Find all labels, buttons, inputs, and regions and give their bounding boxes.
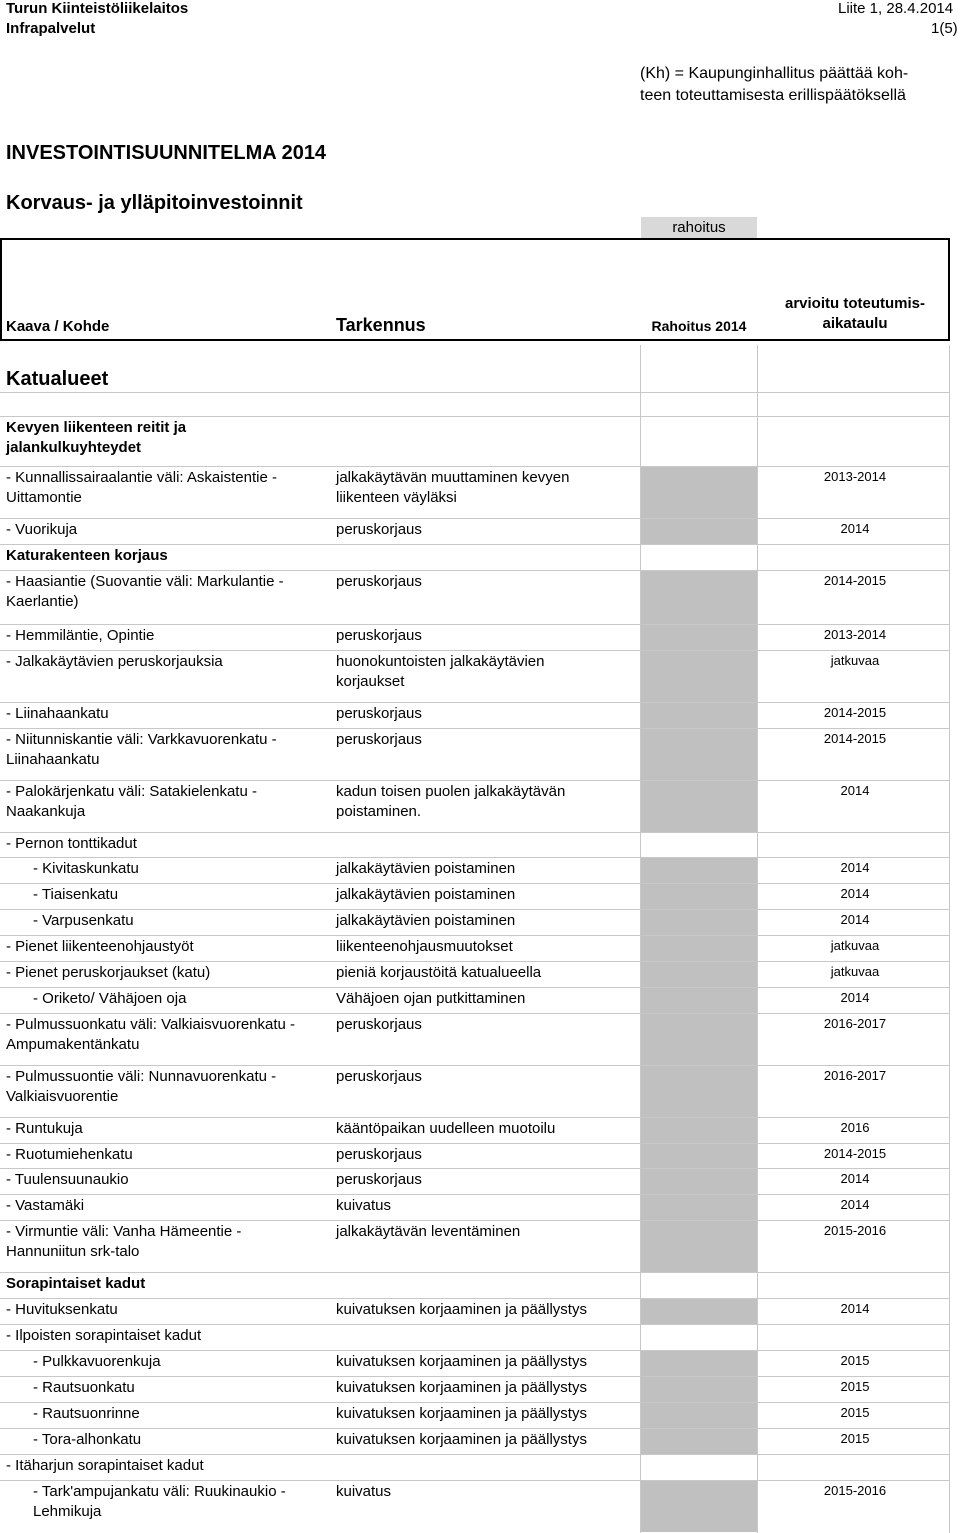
tarkennus-cell <box>336 1145 422 1165</box>
kohde-cell <box>6 1274 145 1294</box>
tarkennus-text: kuivatuksen korjaaminen ja päällystys <box>336 1431 587 1448</box>
kohde-cell <box>6 520 77 540</box>
section-divider <box>0 392 950 393</box>
row-divider <box>0 832 950 833</box>
tarkennus-text: kuivatuksen korjaaminen ja päällystys <box>336 1379 587 1396</box>
kohde-text: - Pulmussuontie väli: Nunnavuorenkatu - <box>6 1068 277 1085</box>
tarkennus-text: kuivatuksen korjaaminen ja päällystys <box>336 1301 587 1318</box>
row-divider <box>0 883 950 884</box>
kohde-text: - Liinahaankatu <box>6 705 109 722</box>
aikataulu-cell: 2014 <box>840 1171 870 1186</box>
tarkennus-cell <box>336 626 422 646</box>
aikataulu-cell: 2014 <box>840 990 870 1005</box>
tarkennus-cell <box>336 468 569 508</box>
row-divider <box>0 1298 950 1299</box>
rahoitus-cell <box>641 729 757 780</box>
kohde-text: - Pernon tonttikadut <box>6 835 137 852</box>
tarkennus-text: peruskorjaus <box>336 1016 422 1033</box>
tarkennus-text: kadun toisen puolen jalkakäytävän <box>336 783 566 800</box>
rahoitus-cell <box>641 962 757 987</box>
aikataulu-cell: 2015 <box>840 1353 870 1368</box>
kohde-cell <box>6 418 186 458</box>
kohde-text: Sorapintaiset kadut <box>6 1275 146 1292</box>
kohde-text: - Hemmiläntie, Opintie <box>6 627 155 644</box>
note-text <box>640 63 908 107</box>
aikataulu-cell: 2014 <box>840 1197 870 1212</box>
tarkennus-text: Vähäjoen ojan putkittaminen <box>336 990 526 1007</box>
kohde-cell <box>33 1378 135 1398</box>
kohde-text: - Pienet liikenteenohjaustyöt <box>6 938 194 955</box>
tarkennus-text: peruskorjaus <box>336 731 422 748</box>
tarkennus-cell <box>336 1170 422 1190</box>
row-divider <box>0 1402 950 1403</box>
tarkennus-text: poistaminen. <box>336 803 422 820</box>
table-top-border <box>0 238 950 240</box>
tarkennus-cell <box>336 652 544 692</box>
kohde-cell <box>6 704 109 724</box>
page-subtitle: Korvaus- ja ylläpitoinvestoinnit <box>6 192 303 214</box>
aikataulu-cell: 2014 <box>840 521 870 536</box>
kohde-cell <box>6 652 223 672</box>
kohde-cell <box>33 989 186 1009</box>
rahoitus-cell <box>641 1481 757 1532</box>
kohde-text: - Palokärjenkatu väli: Satakielenkatu - <box>6 783 257 800</box>
kohde-text: - Oriketo/ Vähäjoen oja <box>33 990 187 1007</box>
aikataulu-cell: 2014-2015 <box>823 573 887 588</box>
org-name: Turun Kiinteistöliikelaitos <box>6 0 189 17</box>
row-divider <box>0 624 950 625</box>
kohde-text: Hannuniitun srk-talo <box>6 1243 140 1260</box>
aikataulu-cell: 2016 <box>840 1120 870 1135</box>
aikataulu-cell: 2015-2016 <box>823 1483 887 1498</box>
aikataulu-cell: 2014-2015 <box>823 731 887 746</box>
tarkennus-text: peruskorjaus <box>336 1146 422 1163</box>
row-divider <box>0 935 950 936</box>
aikataulu-cell: 2014 <box>840 912 870 927</box>
rahoitus-group-header: rahoitus <box>641 217 757 239</box>
kohde-cell <box>6 730 277 770</box>
rahoitus-cell <box>641 884 757 909</box>
tarkennus-cell <box>336 963 541 983</box>
aikataulu-cell: jatkuvaa <box>830 964 880 979</box>
col-header-aikataulu <box>760 294 950 334</box>
rahoitus-cell <box>641 1014 757 1065</box>
tarkennus-text: jalkakäytävän muuttaminen kevyen <box>336 469 570 486</box>
tarkennus-cell <box>336 520 422 540</box>
tarkennus-text: peruskorjaus <box>336 573 422 590</box>
row-divider <box>0 1117 950 1118</box>
tarkennus-cell <box>336 989 525 1009</box>
kohde-cell <box>6 937 194 957</box>
row-divider <box>0 416 950 417</box>
kohde-text: - Huvituksenkatu <box>6 1301 118 1318</box>
tarkennus-text: kuivatus <box>336 1197 392 1214</box>
kohde-cell <box>6 546 168 566</box>
tarkennus-text: pieniä korjaustöitä katualueella <box>336 964 542 981</box>
kohde-text: - Runtukuja <box>6 1120 83 1137</box>
kohde-text: Liinahaankatu <box>6 751 100 768</box>
page-title: INVESTOINTISUUNNITELMA 2014 <box>6 142 327 164</box>
kohde-cell <box>6 1067 276 1107</box>
rahoitus-cell <box>641 1377 757 1402</box>
tarkennus-cell <box>336 1222 520 1242</box>
kohde-cell <box>6 626 154 646</box>
tarkennus-text: jalkakäytävien poistaminen <box>336 860 516 877</box>
kohde-text: - Kunnallissairaalantie väli: Askaistentie - <box>6 469 277 486</box>
kohde-cell <box>33 1352 161 1372</box>
page-number: 1(5) <box>931 20 958 37</box>
kohde-text: Naakankuja <box>6 803 86 820</box>
kohde-text: - Itäharjun sorapintaiset kadut <box>6 1457 204 1474</box>
tarkennus-text: peruskorjaus <box>336 705 422 722</box>
rahoitus-cell <box>641 1144 757 1168</box>
kohde-text: - Vastamäki <box>6 1197 85 1214</box>
aikataulu-cell: 2015 <box>840 1405 870 1420</box>
tarkennus-cell <box>336 1352 587 1372</box>
row-divider <box>0 857 950 858</box>
aikataulu-cell: 2015 <box>840 1379 870 1394</box>
col-header-aikataulu-line1: arvioitu toteutumis- <box>784 295 925 312</box>
row-divider <box>0 1480 950 1481</box>
tarkennus-text: korjaukset <box>336 673 405 690</box>
rahoitus-cell <box>641 1221 757 1272</box>
kohde-cell <box>6 1300 118 1320</box>
rahoitus-cell <box>641 1118 757 1143</box>
kohde-text: - Ruotumiehenkatu <box>6 1146 133 1163</box>
row-divider <box>0 1143 950 1144</box>
kohde-text: - Haasiantie (Suovantie väli: Markulantie - <box>6 573 284 590</box>
tarkennus-cell <box>336 911 515 931</box>
tarkennus-cell <box>336 1015 422 1035</box>
aikataulu-cell: jatkuvaa <box>830 938 880 953</box>
note-line-2: teen toteuttamisesta erillispäätöksellä <box>640 87 906 104</box>
row-divider <box>0 1324 950 1325</box>
row-divider <box>0 1065 950 1066</box>
kohde-text: - Varpusenkatu <box>33 912 134 929</box>
kohde-cell <box>6 1145 133 1165</box>
kohde-text: Valkiaisvuorentie <box>6 1088 119 1105</box>
tarkennus-text: jalkakäytävän leventäminen <box>336 1223 521 1240</box>
tarkennus-cell <box>336 782 565 822</box>
kohde-text: Ampumakentänkatu <box>6 1036 140 1053</box>
row-divider <box>0 466 950 467</box>
kohde-text: Kaerlantie) <box>6 593 79 610</box>
table-right-border <box>949 345 950 1533</box>
kohde-cell <box>33 911 134 931</box>
aikataulu-cell: 2015-2016 <box>823 1223 887 1238</box>
kohde-cell <box>6 1015 295 1055</box>
aikataulu-cell: 2014-2015 <box>823 705 887 720</box>
tarkennus-cell <box>336 730 422 750</box>
aikataulu-cell: 2013-2014 <box>823 469 887 484</box>
row-divider <box>0 728 950 729</box>
tarkennus-cell <box>336 1430 587 1450</box>
rahoitus-cell <box>641 781 757 832</box>
aikataulu-cell: jatkuvaa <box>830 653 880 668</box>
rahoitus-cell <box>641 1351 757 1376</box>
rahoitus-cell <box>641 1195 757 1220</box>
row-divider <box>0 570 950 571</box>
kohde-text: - Pienet peruskorjaukset (katu) <box>6 964 211 981</box>
attachment-label: Liite 1, 28.4.2014 <box>838 0 954 17</box>
tarkennus-cell <box>336 937 513 957</box>
kohde-text: - Tark'ampujankatu väli: Ruukinaukio - <box>33 1483 286 1500</box>
tarkennus-text: peruskorjaus <box>336 627 422 644</box>
col-header-aikataulu-line2: aikataulu <box>822 315 888 332</box>
row-divider <box>0 987 950 988</box>
kohde-text: Lehmikuja <box>33 1503 102 1520</box>
tarkennus-text: kuivatuksen korjaaminen ja päällystys <box>336 1353 587 1370</box>
kohde-text: - Virmuntie väli: Vanha Hämeentie - <box>6 1223 242 1240</box>
aikataulu-cell: 2016-2017 <box>823 1016 887 1031</box>
section-katualueet: Katualueet <box>6 368 109 390</box>
kohde-cell <box>6 1196 84 1216</box>
col-header-rahoitus: Rahoitus 2014 <box>651 318 747 334</box>
tarkennus-text: huonokuntoisten jalkakäytävien <box>336 653 545 670</box>
tarkennus-cell <box>336 885 515 905</box>
tarkennus-text: liikenteenohjausmuutokset <box>336 938 513 955</box>
rahoitus-cell <box>641 858 757 883</box>
aikataulu-cell: 2014-2015 <box>823 1146 887 1161</box>
row-divider <box>0 1272 950 1273</box>
row-divider <box>0 702 950 703</box>
kohde-text: Katurakenteen korjaus <box>6 547 168 564</box>
tarkennus-cell <box>336 704 422 724</box>
kohde-text: - Tuulensuunaukio <box>6 1171 129 1188</box>
row-divider <box>0 518 950 519</box>
note-line-1: (Kh) = Kaupunginhallitus päättää koh- <box>640 65 909 82</box>
row-divider <box>0 650 950 651</box>
kohde-text: - Kivitaskunkatu <box>33 860 139 877</box>
tarkennus-text: jalkakäytävien poistaminen <box>336 912 516 929</box>
rahoitus-cell <box>641 988 757 1013</box>
row-divider <box>0 544 950 545</box>
kohde-cell <box>6 1222 241 1262</box>
kohde-text: - Vuorikuja <box>6 521 78 538</box>
aikataulu-cell: 2014 <box>840 783 870 798</box>
kohde-text: jalankulkuyhteydet <box>6 439 142 456</box>
col-header-tarkennus: Tarkennus <box>336 315 426 335</box>
row-divider <box>0 1168 950 1169</box>
row-divider <box>0 961 950 962</box>
kohde-cell <box>6 1119 83 1139</box>
column-divider <box>757 345 758 1533</box>
kohde-cell <box>33 1404 140 1424</box>
tarkennus-text: kuivatus <box>336 1483 392 1500</box>
rahoitus-cell <box>641 1169 757 1194</box>
aikataulu-cell: 2014 <box>840 1301 870 1316</box>
aikataulu-cell: 2013-2014 <box>823 627 887 642</box>
tarkennus-cell <box>336 1300 587 1320</box>
kohde-cell <box>6 782 257 822</box>
kohde-cell <box>33 1482 286 1522</box>
tarkennus-text: jalkakäytävien poistaminen <box>336 886 516 903</box>
kohde-cell <box>6 834 137 854</box>
tarkennus-cell <box>336 1404 587 1424</box>
kohde-cell <box>33 859 139 879</box>
row-divider <box>0 1013 950 1014</box>
rahoitus-cell <box>641 936 757 961</box>
kohde-cell <box>6 1170 129 1190</box>
kohde-text: - Pulmussuonkatu väli: Valkiaisvuorenkatu - <box>6 1016 296 1033</box>
kohde-text: - Ilpoisten sorapintaiset kadut <box>6 1327 202 1344</box>
col-header-kohde: Kaava / Kohde <box>6 318 110 335</box>
kohde-cell <box>6 963 210 983</box>
row-divider <box>0 1376 950 1377</box>
rahoitus-cell <box>641 467 757 518</box>
rahoitus-cell <box>641 1299 757 1324</box>
tarkennus-text: kääntöpaikan uudelleen muotoilu <box>336 1120 556 1137</box>
kohde-text: - Pulkkavuorenkuja <box>33 1353 161 1370</box>
tarkennus-cell <box>336 1196 391 1216</box>
kohde-cell <box>33 1430 141 1450</box>
aikataulu-cell: 2014 <box>840 860 870 875</box>
kohde-text: - Tiaisenkatu <box>33 886 119 903</box>
tarkennus-cell <box>336 1119 555 1139</box>
department-name: Infrapalvelut <box>6 20 96 37</box>
rahoitus-cell <box>641 1403 757 1428</box>
row-divider <box>0 909 950 910</box>
rahoitus-cell <box>641 910 757 935</box>
row-divider <box>0 780 950 781</box>
rahoitus-cell <box>641 703 757 728</box>
column-divider <box>640 345 641 1533</box>
kohde-text: - Niitunniskantie väli: Varkkavuorenkatu - <box>6 731 277 748</box>
row-divider <box>0 1428 950 1429</box>
aikataulu-cell: 2016-2017 <box>823 1068 887 1083</box>
rahoitus-cell <box>641 519 757 544</box>
tarkennus-text: peruskorjaus <box>336 1171 422 1188</box>
aikataulu-cell: 2014 <box>840 886 870 901</box>
tarkennus-cell <box>336 572 422 592</box>
rahoitus-cell <box>641 1066 757 1117</box>
kohde-cell <box>6 1326 201 1346</box>
header-left-border <box>0 238 2 341</box>
kohde-cell <box>6 572 284 612</box>
tarkennus-cell <box>336 1378 587 1398</box>
tarkennus-cell <box>336 1067 422 1087</box>
row-divider <box>0 1454 950 1455</box>
kohde-cell <box>6 468 277 508</box>
kohde-cell <box>33 885 118 905</box>
table-header-border <box>0 339 950 341</box>
tarkennus-text: liikenteen väyläksi <box>336 489 457 506</box>
kohde-text: - Rautsuonrinne <box>33 1405 140 1422</box>
rahoitus-cell <box>641 571 757 624</box>
kohde-text: Uittamontie <box>6 489 82 506</box>
rahoitus-cell <box>641 651 757 702</box>
rahoitus-cell <box>641 625 757 650</box>
aikataulu-cell: 2015 <box>840 1431 870 1446</box>
tarkennus-text: peruskorjaus <box>336 1068 422 1085</box>
tarkennus-text: kuivatuksen korjaaminen ja päällystys <box>336 1405 587 1422</box>
tarkennus-cell <box>336 859 515 879</box>
row-divider <box>0 1350 950 1351</box>
kohde-cell <box>6 1456 204 1476</box>
kohde-text: - Tora-alhonkatu <box>33 1431 142 1448</box>
kohde-text: Kevyen liikenteen reitit ja <box>6 419 187 436</box>
tarkennus-cell <box>336 1482 391 1502</box>
row-divider <box>0 1220 950 1221</box>
row-divider <box>0 1194 950 1195</box>
kohde-text: - Rautsuonkatu <box>33 1379 135 1396</box>
kohde-text: - Jalkakäytävien peruskorjauksia <box>6 653 223 670</box>
rahoitus-cell <box>641 1429 757 1454</box>
tarkennus-text: peruskorjaus <box>336 521 422 538</box>
